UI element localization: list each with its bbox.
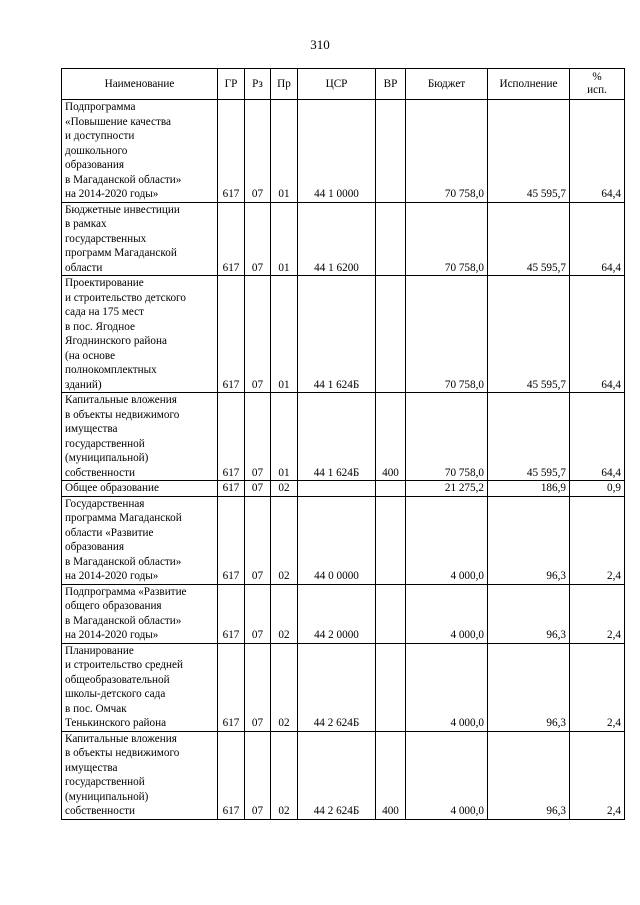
row-csr: 44 2 0000 bbox=[298, 584, 376, 643]
row-execution: 186,9 bbox=[488, 481, 570, 497]
header-rz: Рз bbox=[245, 69, 271, 100]
header-name: Наименование bbox=[62, 69, 218, 100]
row-name-text: Общее образование bbox=[65, 482, 159, 494]
row-budget: 70 758,0 bbox=[406, 100, 488, 203]
row-gr: 617 bbox=[218, 202, 245, 276]
table-row bbox=[62, 393, 625, 481]
row-budget: 4 000,0 bbox=[406, 496, 488, 584]
row-name-text: Бюджетные инвестиции в рамках государственных программ Магаданской области bbox=[65, 203, 180, 274]
row-percent: 64,4 bbox=[570, 202, 625, 276]
row-vr: 400 bbox=[376, 731, 406, 819]
row-csr: 44 2 624Б bbox=[298, 643, 376, 731]
row-vr bbox=[376, 584, 406, 643]
row-name bbox=[62, 584, 218, 643]
row-execution: 96,3 bbox=[488, 496, 570, 584]
row-csr: 44 1 0000 bbox=[298, 100, 376, 203]
row-name bbox=[62, 496, 218, 584]
row-execution: 45 595,7 bbox=[488, 393, 570, 481]
row-execution: 96,3 bbox=[488, 731, 570, 819]
row-rz: 07 bbox=[245, 202, 271, 276]
header-row bbox=[62, 69, 625, 100]
row-rz: 07 bbox=[245, 584, 271, 643]
row-execution: 45 595,7 bbox=[488, 276, 570, 393]
budget-table bbox=[61, 68, 625, 820]
row-name-text: Капитальные вложения в объекты недвижимого имущества государственной (муниципальной) собственности bbox=[65, 732, 180, 817]
row-rz: 07 bbox=[245, 481, 271, 497]
row-vr bbox=[376, 202, 406, 276]
row-budget: 4 000,0 bbox=[406, 643, 488, 731]
row-percent: 2,4 bbox=[570, 643, 625, 731]
row-vr bbox=[376, 100, 406, 203]
row-pr: 02 bbox=[271, 643, 298, 731]
header-budget: Бюджет bbox=[406, 69, 488, 100]
row-gr: 617 bbox=[218, 393, 245, 481]
row-execution: 45 595,7 bbox=[488, 100, 570, 203]
row-budget: 4 000,0 bbox=[406, 731, 488, 819]
row-rz: 07 bbox=[245, 276, 271, 393]
row-pr: 02 bbox=[271, 481, 298, 497]
row-csr: 44 2 624Б bbox=[298, 731, 376, 819]
row-budget: 21 275,2 bbox=[406, 481, 488, 497]
row-vr bbox=[376, 643, 406, 731]
row-budget: 70 758,0 bbox=[406, 276, 488, 393]
row-csr: 44 1 624Б bbox=[298, 276, 376, 393]
row-csr: 44 0 0000 bbox=[298, 496, 376, 584]
table-row bbox=[62, 481, 625, 497]
row-percent: 64,4 bbox=[570, 100, 625, 203]
row-execution: 96,3 bbox=[488, 643, 570, 731]
header-vr: ВР bbox=[376, 69, 406, 100]
row-name-text: Капитальные вложения в объекты недвижимого имущества государственной (муниципальной) собственности bbox=[65, 394, 180, 479]
row-percent: 64,4 bbox=[570, 393, 625, 481]
row-name bbox=[62, 100, 218, 203]
header-execution: Исполнение bbox=[488, 69, 570, 100]
table-row bbox=[62, 643, 625, 731]
row-percent: 2,4 bbox=[570, 496, 625, 584]
row-vr bbox=[376, 481, 406, 497]
row-vr bbox=[376, 276, 406, 393]
row-budget: 70 758,0 bbox=[406, 393, 488, 481]
row-name bbox=[62, 481, 218, 497]
row-rz: 07 bbox=[245, 100, 271, 203]
table-row bbox=[62, 276, 625, 393]
row-vr: 400 bbox=[376, 393, 406, 481]
row-name bbox=[62, 202, 218, 276]
row-csr bbox=[298, 481, 376, 497]
header-percent: % исп. bbox=[570, 69, 625, 100]
row-gr: 617 bbox=[218, 276, 245, 393]
table-row bbox=[62, 731, 625, 819]
row-gr: 617 bbox=[218, 584, 245, 643]
row-percent: 2,4 bbox=[570, 731, 625, 819]
row-name bbox=[62, 643, 218, 731]
row-rz: 07 bbox=[245, 643, 271, 731]
row-gr: 617 bbox=[218, 731, 245, 819]
row-name bbox=[62, 731, 218, 819]
row-budget: 70 758,0 bbox=[406, 202, 488, 276]
row-vr bbox=[376, 496, 406, 584]
row-execution: 45 595,7 bbox=[488, 202, 570, 276]
row-pr: 02 bbox=[271, 731, 298, 819]
row-percent: 0,9 bbox=[570, 481, 625, 497]
row-gr: 617 bbox=[218, 643, 245, 731]
row-gr: 617 bbox=[218, 100, 245, 203]
row-csr: 44 1 6200 bbox=[298, 202, 376, 276]
row-percent: 2,4 bbox=[570, 584, 625, 643]
row-budget: 4 000,0 bbox=[406, 584, 488, 643]
header-csr: ЦСР bbox=[298, 69, 376, 100]
page-number: 310 bbox=[310, 37, 330, 52]
row-pr: 01 bbox=[271, 276, 298, 393]
row-gr: 617 bbox=[218, 496, 245, 584]
row-name-text: Государственная программа Магаданской области «Развитие образования в Магаданской области» на 2014-2020 годы» bbox=[65, 497, 182, 582]
row-name-text: Подпрограмма «Повышение качества и доступности дошкольного образования в Магаданской области» на 2014-2020 годы» bbox=[65, 101, 182, 200]
row-rz: 07 bbox=[245, 496, 271, 584]
table-row bbox=[62, 496, 625, 584]
row-gr: 617 bbox=[218, 481, 245, 497]
row-csr: 44 1 624Б bbox=[298, 393, 376, 481]
table-row bbox=[62, 584, 625, 643]
header-pr: Пр bbox=[271, 69, 298, 100]
row-name-text: Проектирование и строительство детского сада на 175 мест в пос. Ягодное Ягоднинского района (на основе полнокомплектных зданий) bbox=[65, 277, 186, 391]
row-pr: 01 bbox=[271, 202, 298, 276]
row-percent: 64,4 bbox=[570, 276, 625, 393]
row-pr: 02 bbox=[271, 584, 298, 643]
table-row bbox=[62, 202, 625, 276]
row-rz: 07 bbox=[245, 393, 271, 481]
row-pr: 01 bbox=[271, 100, 298, 203]
row-execution: 96,3 bbox=[488, 584, 570, 643]
row-name-text: Подпрограмма «Развитие общего образования в Магаданской области» на 2014-2020 годы» bbox=[65, 585, 187, 641]
row-pr: 02 bbox=[271, 496, 298, 584]
row-name bbox=[62, 393, 218, 481]
row-name bbox=[62, 276, 218, 393]
row-rz: 07 bbox=[245, 731, 271, 819]
row-name-text: Планирование и строительство средней общеобразовательной школы-детского сада в пос. Омчак Тенькинского района bbox=[65, 644, 183, 729]
header-gr: ГР bbox=[218, 69, 245, 100]
row-pr: 01 bbox=[271, 393, 298, 481]
table-row bbox=[62, 100, 625, 203]
